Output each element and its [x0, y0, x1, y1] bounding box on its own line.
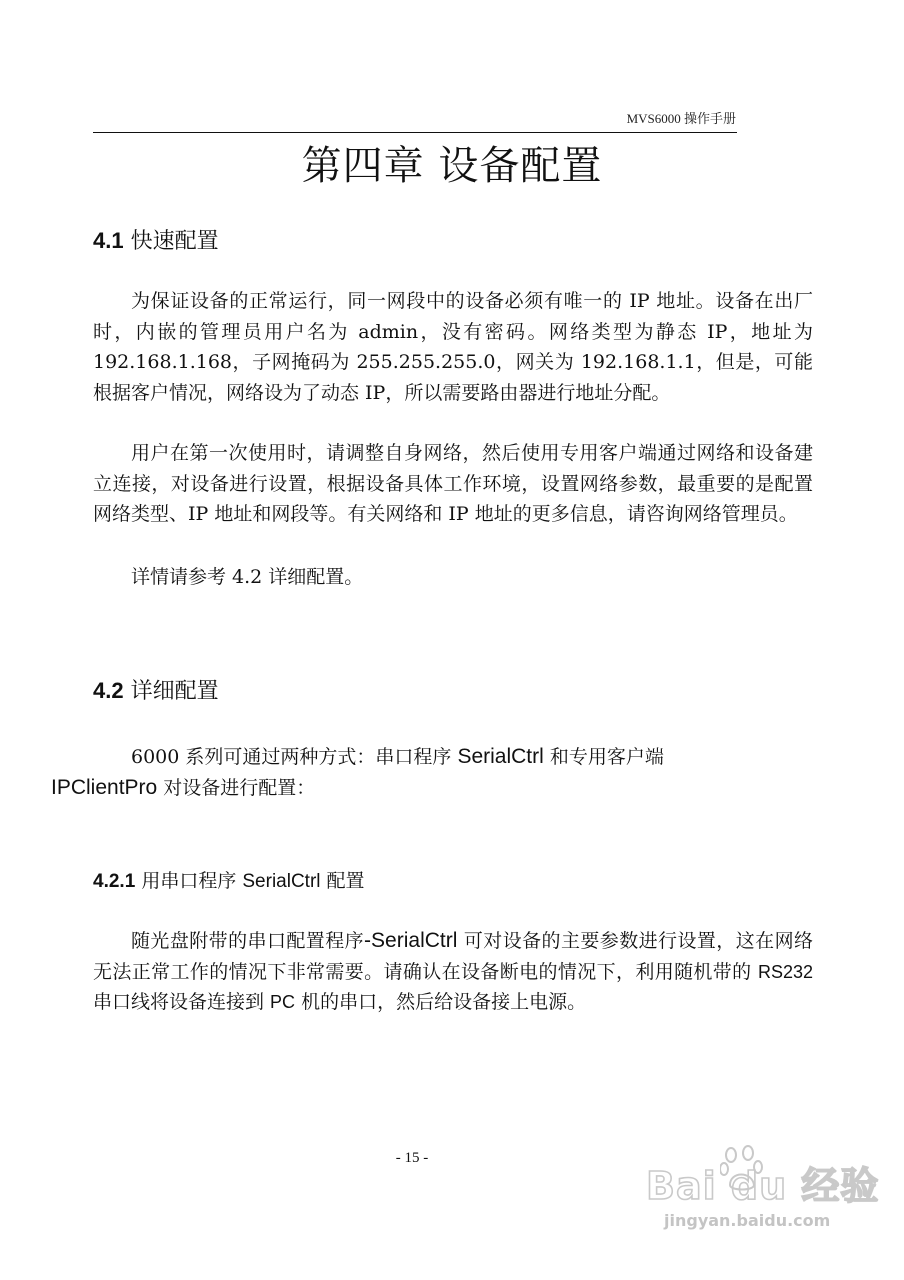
header-rule [93, 132, 737, 133]
paw-icon [720, 1145, 766, 1193]
paragraph-cable-name: RS232 [757, 961, 813, 982]
paragraph-4-1-1 [93, 286, 813, 408]
paragraph-program-name: SerialCtrl [457, 745, 544, 768]
chapter-title: 第四章 设备配置 [301, 143, 603, 189]
paragraph-program-name: -SerialCtrl [364, 929, 458, 952]
paragraph-text: 用户在第一次使用时，请调整自身网络，然后使用专用客户端通过网络和设备建立连接，对设备进行设置，根据设备具体工作环境，设置网络参数，最重要的是配置网络类型、IP 地址和网段等。有关网络和 IP 地址的更多信息，请咨询网络管理员。 [93, 442, 813, 526]
section-number: 4.2 [93, 678, 124, 703]
section-number: 4.2.1 [93, 871, 136, 892]
paragraph-text: 串口线将设备连接到 [93, 991, 271, 1014]
section-title: 快速配置 [130, 229, 219, 254]
page-number: - 15 - [395, 1150, 429, 1166]
section-title-tail: 配置 [326, 870, 365, 892]
running-header: MVS6000 操作手册 [626, 111, 736, 126]
paragraph-text: 对设备进行配置： [157, 776, 316, 799]
paragraph-4-1-2 [93, 438, 813, 530]
paragraph-text: 可对设备的主要参数进行设置，这在网络无法正常工作的情况下非常需要。请确认在设备断电的情况下，利用随机带的 [93, 930, 813, 983]
section-number: 4.1 [93, 228, 124, 253]
paragraph-text: 详情请参考 4.2 详细配置。 [131, 566, 364, 588]
section-heading-4-2-1 [93, 866, 365, 897]
paragraph-4-2-1 [51, 742, 813, 803]
paragraph-text: 为保证设备的正常运行，同一网段中的设备必须有唯一的 IP 地址。设备在出厂时，内嵌的管理员用户名为 admin，没有密码。网络类型为静态 IP，地址为 192.168.1.168，子网掩码为 255.255.255.0，网关为 192.168.1.1，但是，可能根据客户情况，网络设为了动态 IP，所以需要路由器进行地址分配。 [93, 290, 813, 404]
section-title: 详细配置 [130, 679, 219, 704]
paragraph-program-name: IPClientPro [51, 775, 158, 799]
section-heading-4-1 [93, 226, 219, 257]
paragraph-text: 和专用客户端 [543, 746, 664, 768]
watermark [646, 1145, 882, 1245]
paragraph-4-2-1-1 [93, 926, 813, 1018]
paragraph-text: 6000 系列可通过两种方式：串口程序 [131, 746, 458, 768]
section-title-program: SerialCtrl [242, 871, 321, 892]
section-title: 用串口程序 [141, 870, 237, 892]
paragraph-pc-name: PC [270, 992, 296, 1013]
watermark-logo: Bai du 经验 [646, 1164, 880, 1208]
paragraph-text: 随光盘附带的串口配置程序 [131, 930, 365, 952]
section-heading-4-2 [93, 676, 219, 707]
paragraph-4-1-3 [93, 562, 813, 593]
watermark-url: jingyan.baidu.com [664, 1211, 831, 1230]
paragraph-text: 机的串口，然后给设备接上电源。 [295, 991, 587, 1014]
